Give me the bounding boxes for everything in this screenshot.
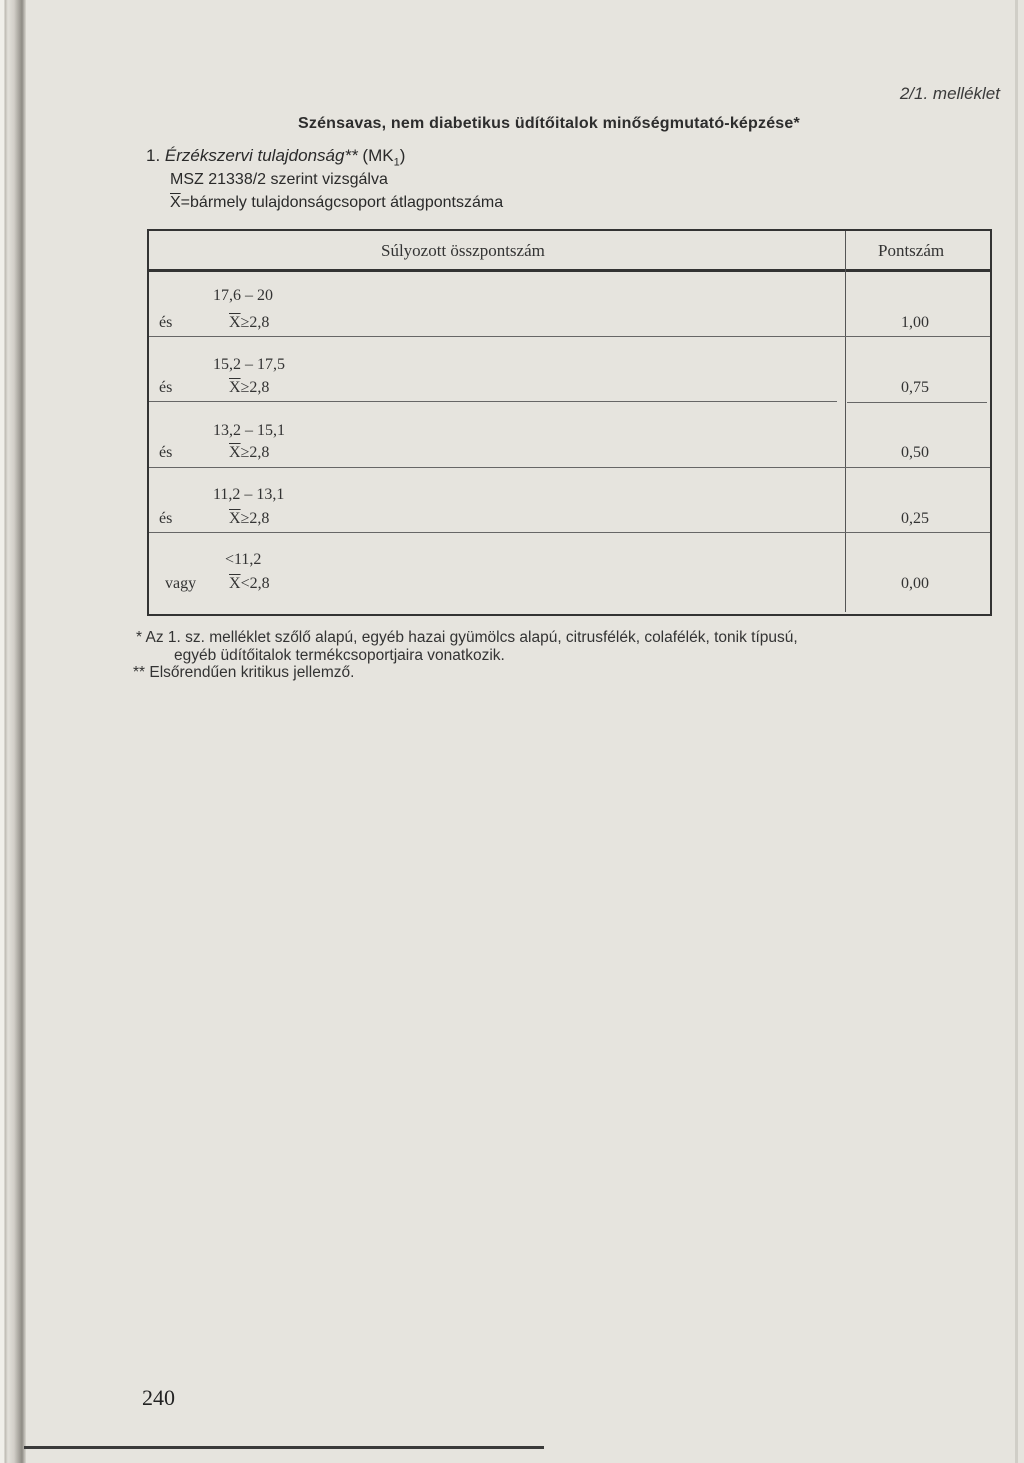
- page-number: 240: [142, 1385, 175, 1410]
- table-row-range: 13,2 – 15,1: [213, 422, 285, 439]
- page-bottom-edge: [24, 1446, 544, 1449]
- table-row-condition: $\overline{X}\ge 2,8$: [229, 444, 270, 461]
- table-row-conjunction: és: [159, 314, 173, 331]
- table-header-weighted-score: Súlyozott összpontszám: [381, 241, 545, 260]
- section-heading-text: Érzékszervi tulajdonság**: [164, 146, 358, 165]
- table-row-condition: $\overline{X}\ge 2,8$: [229, 379, 270, 396]
- table-row-range: 17,6 – 20: [213, 287, 273, 304]
- footnote-1: * Az 1. sz. melléklet szőlő alapú, egyéb hazai gyümölcs alapú, citrusfélék, colafélék, tonik típusú,: [136, 629, 798, 646]
- table-row-conjunction: és: [159, 444, 173, 461]
- page-right-edge: [1015, 0, 1018, 1463]
- table-row-points: 0,25: [901, 510, 929, 527]
- footnote-1-continued: egyéb üdítőitalok termékcsoportjaira vonatkozik.: [174, 647, 505, 664]
- page-title: Szénsavas, nem diabetikus üdítőitalok minőségmutató-képzése*: [298, 115, 800, 132]
- section-heading: [146, 146, 405, 168]
- table-row-points: 0,75: [901, 379, 929, 396]
- table-row-range: 15,2 – 17,5: [213, 356, 285, 373]
- footnote-2: ** Elsőrendűen kritikus jellemző.: [133, 664, 355, 681]
- section-number: 1.: [146, 146, 161, 165]
- table-row-conjunction: és: [159, 510, 173, 527]
- table-row-condition: $\overline{X}\ge 2,8$: [229, 510, 270, 527]
- score-table: [147, 229, 992, 616]
- standard-reference: MSZ 21338/2 szerint vizsgálva: [170, 171, 388, 188]
- table-row-points: 1,00: [901, 314, 929, 331]
- table-row-range: <11,2: [225, 551, 262, 568]
- book-spine-shadow: [0, 0, 26, 1463]
- table-header-points: Pontszám: [878, 241, 945, 260]
- x-bar-symbol: $\overline{X}$: [170, 194, 181, 211]
- table-row-points: 0,50: [901, 444, 929, 461]
- table-row-conjunction: és: [159, 379, 173, 396]
- table-row-condition: $\overline{X}<2,8$: [229, 575, 270, 592]
- table-row-conjunction: vagy: [165, 575, 197, 592]
- x-definition-text: =bármely tulajdonságcsoport átlagpontszáma: [180, 194, 504, 211]
- annex-label: 2/1. melléklet: [899, 84, 1000, 103]
- table-row-condition: $\overline{X}\ge 2,8$: [229, 314, 270, 331]
- table-row-range: 11,2 – 13,1: [213, 486, 285, 503]
- section-code: $(MK_1)$: [362, 146, 406, 169]
- table-row-points: 0,00: [901, 575, 929, 592]
- x-definition: [170, 194, 503, 212]
